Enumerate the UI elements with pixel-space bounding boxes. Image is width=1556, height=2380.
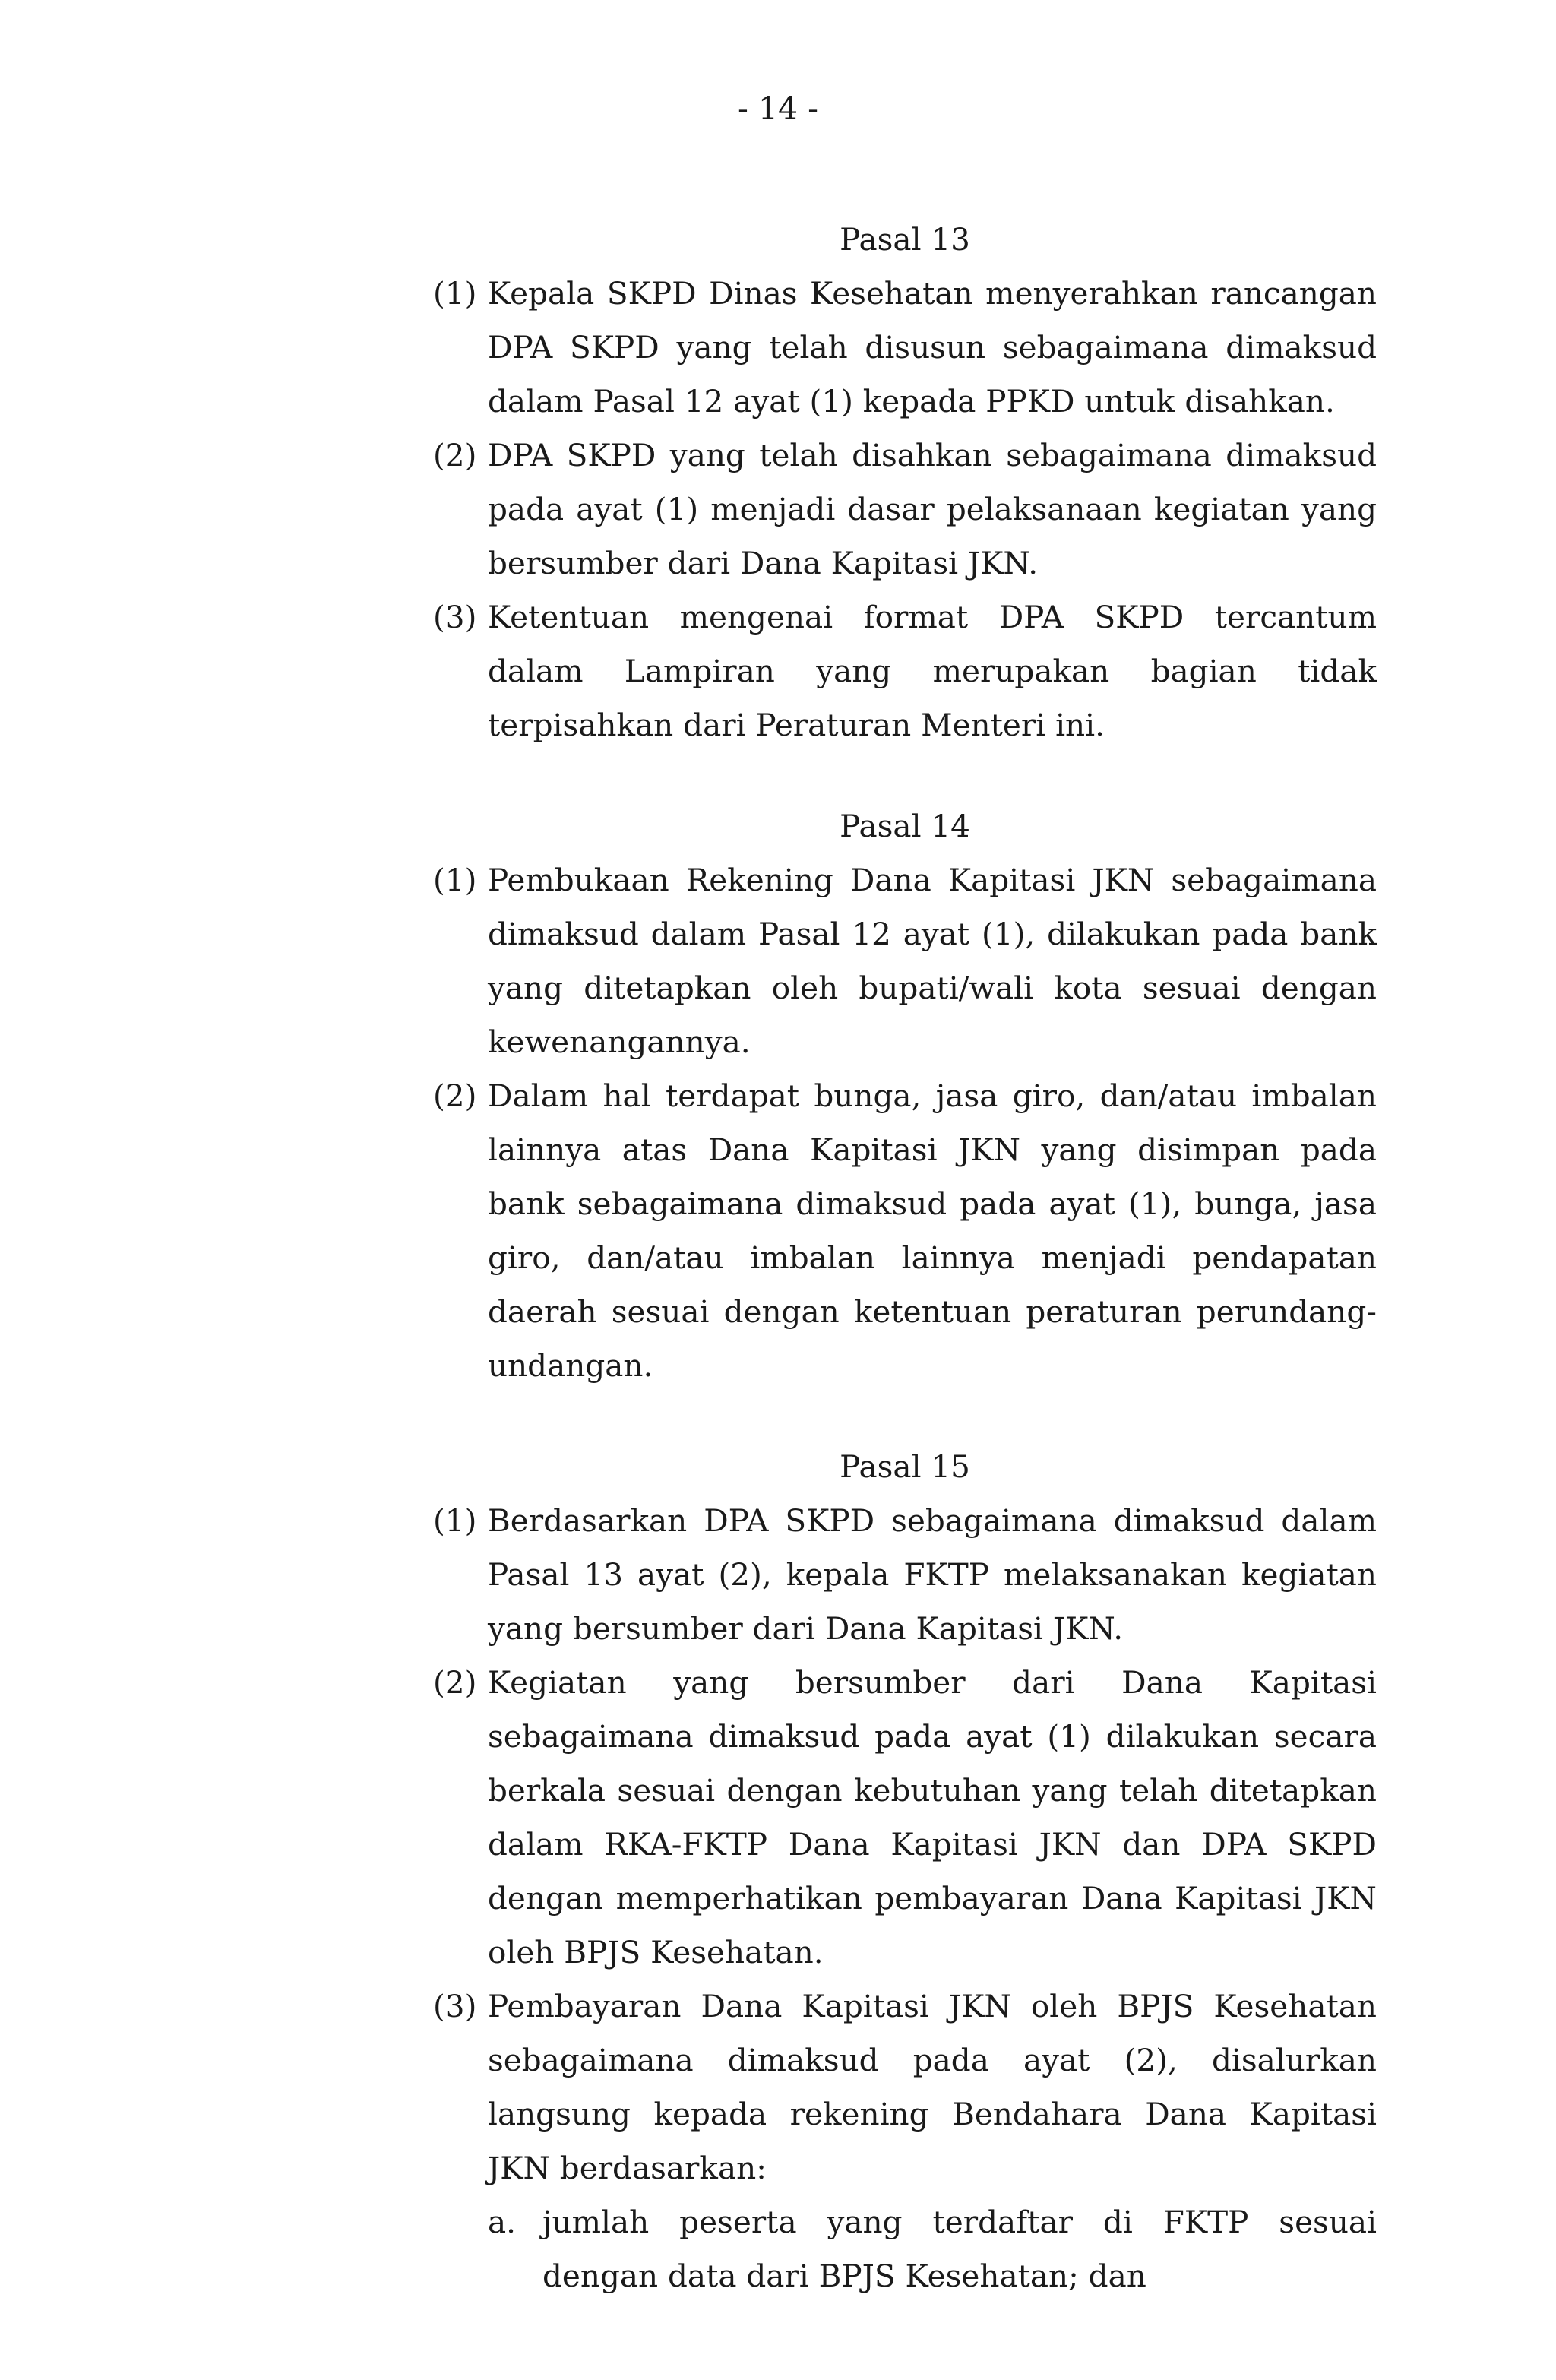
ayat-text: Kepala SKPD Dinas Kesehatan menyerahkan rancangan DPA SKPD yang telah disusun sebagaimana dimaksud dalam Pasal 12 ayat (1) kepada PPKD untuk disahkan. <box>488 275 1377 419</box>
ayat-number: (1) <box>433 275 477 312</box>
ayat-item <box>433 1656 1377 1980</box>
ayat-number: (1) <box>433 1502 477 1539</box>
ayat-number: (3) <box>433 1988 477 2024</box>
ayat-number: (3) <box>433 599 477 635</box>
pasal-14 <box>433 799 1377 1393</box>
pasal-title: Pasal 15 <box>840 1448 970 1485</box>
ayat-item <box>433 1980 1377 2195</box>
ayat-text: Pembayaran Dana Kapitasi JKN oleh BPJS Kesehatan sebagaimana dimaksud pada ayat (2), disalurkan langsung kepada rekening Bendahara Dana Kapitasi JKN berdasarkan: <box>488 1988 1377 2186</box>
ayat-number: (2) <box>433 1078 477 1114</box>
ayat-item <box>433 1069 1377 1393</box>
pasal-15 <box>433 1440 1377 2303</box>
ayat-text: Ketentuan mengenai format DPA SKPD tercantum dalam Lampiran yang merupakan bagian tidak terpisahkan dari Peraturan Menteri ini. <box>488 599 1377 743</box>
ayat-text: Berdasarkan DPA SKPD sebagaimana dimaksud dalam Pasal 13 ayat (2), kepala FKTP melaksanakan kegiatan yang bersumber dari Dana Kapitasi JKN. <box>488 1502 1377 1647</box>
ayat-item <box>433 267 1377 429</box>
ayat-text: Kegiatan yang bersumber dari Dana Kapitasi sebagaimana dimaksud pada ayat (1) dilakukan secara berkala sesuai dengan kebutuhan yang telah ditetapkan dalam RKA-FKTP Dana Kapitasi JKN dan DPA SKPD dengan memperhatikan pembayaran Dana Kapitasi JKN oleh BPJS Kesehatan. <box>488 1664 1377 1970</box>
ayat-text: DPA SKPD yang telah disahkan sebagaimana dimaksud pada ayat (1) menjadi dasar pelaksanaan kegiatan yang bersumber dari Dana Kapitasi JKN. <box>488 437 1377 581</box>
ayat-item <box>433 429 1377 590</box>
ayat-text: Dalam hal terdapat bunga, jasa giro, dan/atau imbalan lainnya atas Dana Kapitasi JKN yang disimpan pada bank sebagaimana dimaksud pada ayat (1), bunga, jasa giro, dan/atau imbalan lainnya menjadi pendapatan daerah sesuai dengan ketentuan peraturan perundang-undangan. <box>488 1078 1377 1384</box>
pasal-title: Pasal 14 <box>840 808 970 844</box>
sub-item-text: jumlah peserta yang terdaftar di FKTP sesuai dengan data dari BPJS Kesehatan; dan <box>542 2204 1377 2294</box>
ayat-item <box>433 590 1377 752</box>
pasal-title: Pasal 13 <box>840 221 970 258</box>
sub-item <box>488 2195 1377 2303</box>
ayat-number: (1) <box>433 862 477 898</box>
page-number: - 14 - <box>738 90 818 127</box>
sub-item-letter: a. <box>488 2204 517 2240</box>
ayat-item <box>433 1494 1377 1656</box>
ayat-item <box>433 853 1377 1069</box>
document-body <box>433 213 1377 2303</box>
ayat-number: (2) <box>433 1664 477 1701</box>
ayat-number: (2) <box>433 437 477 473</box>
ayat-text: Pembukaan Rekening Dana Kapitasi JKN sebagaimana dimaksud dalam Pasal 12 ayat (1), dilakukan pada bank yang ditetapkan oleh bupati/wali kota sesuai dengan kewenangannya. <box>488 862 1377 1060</box>
pasal-13 <box>433 213 1377 752</box>
